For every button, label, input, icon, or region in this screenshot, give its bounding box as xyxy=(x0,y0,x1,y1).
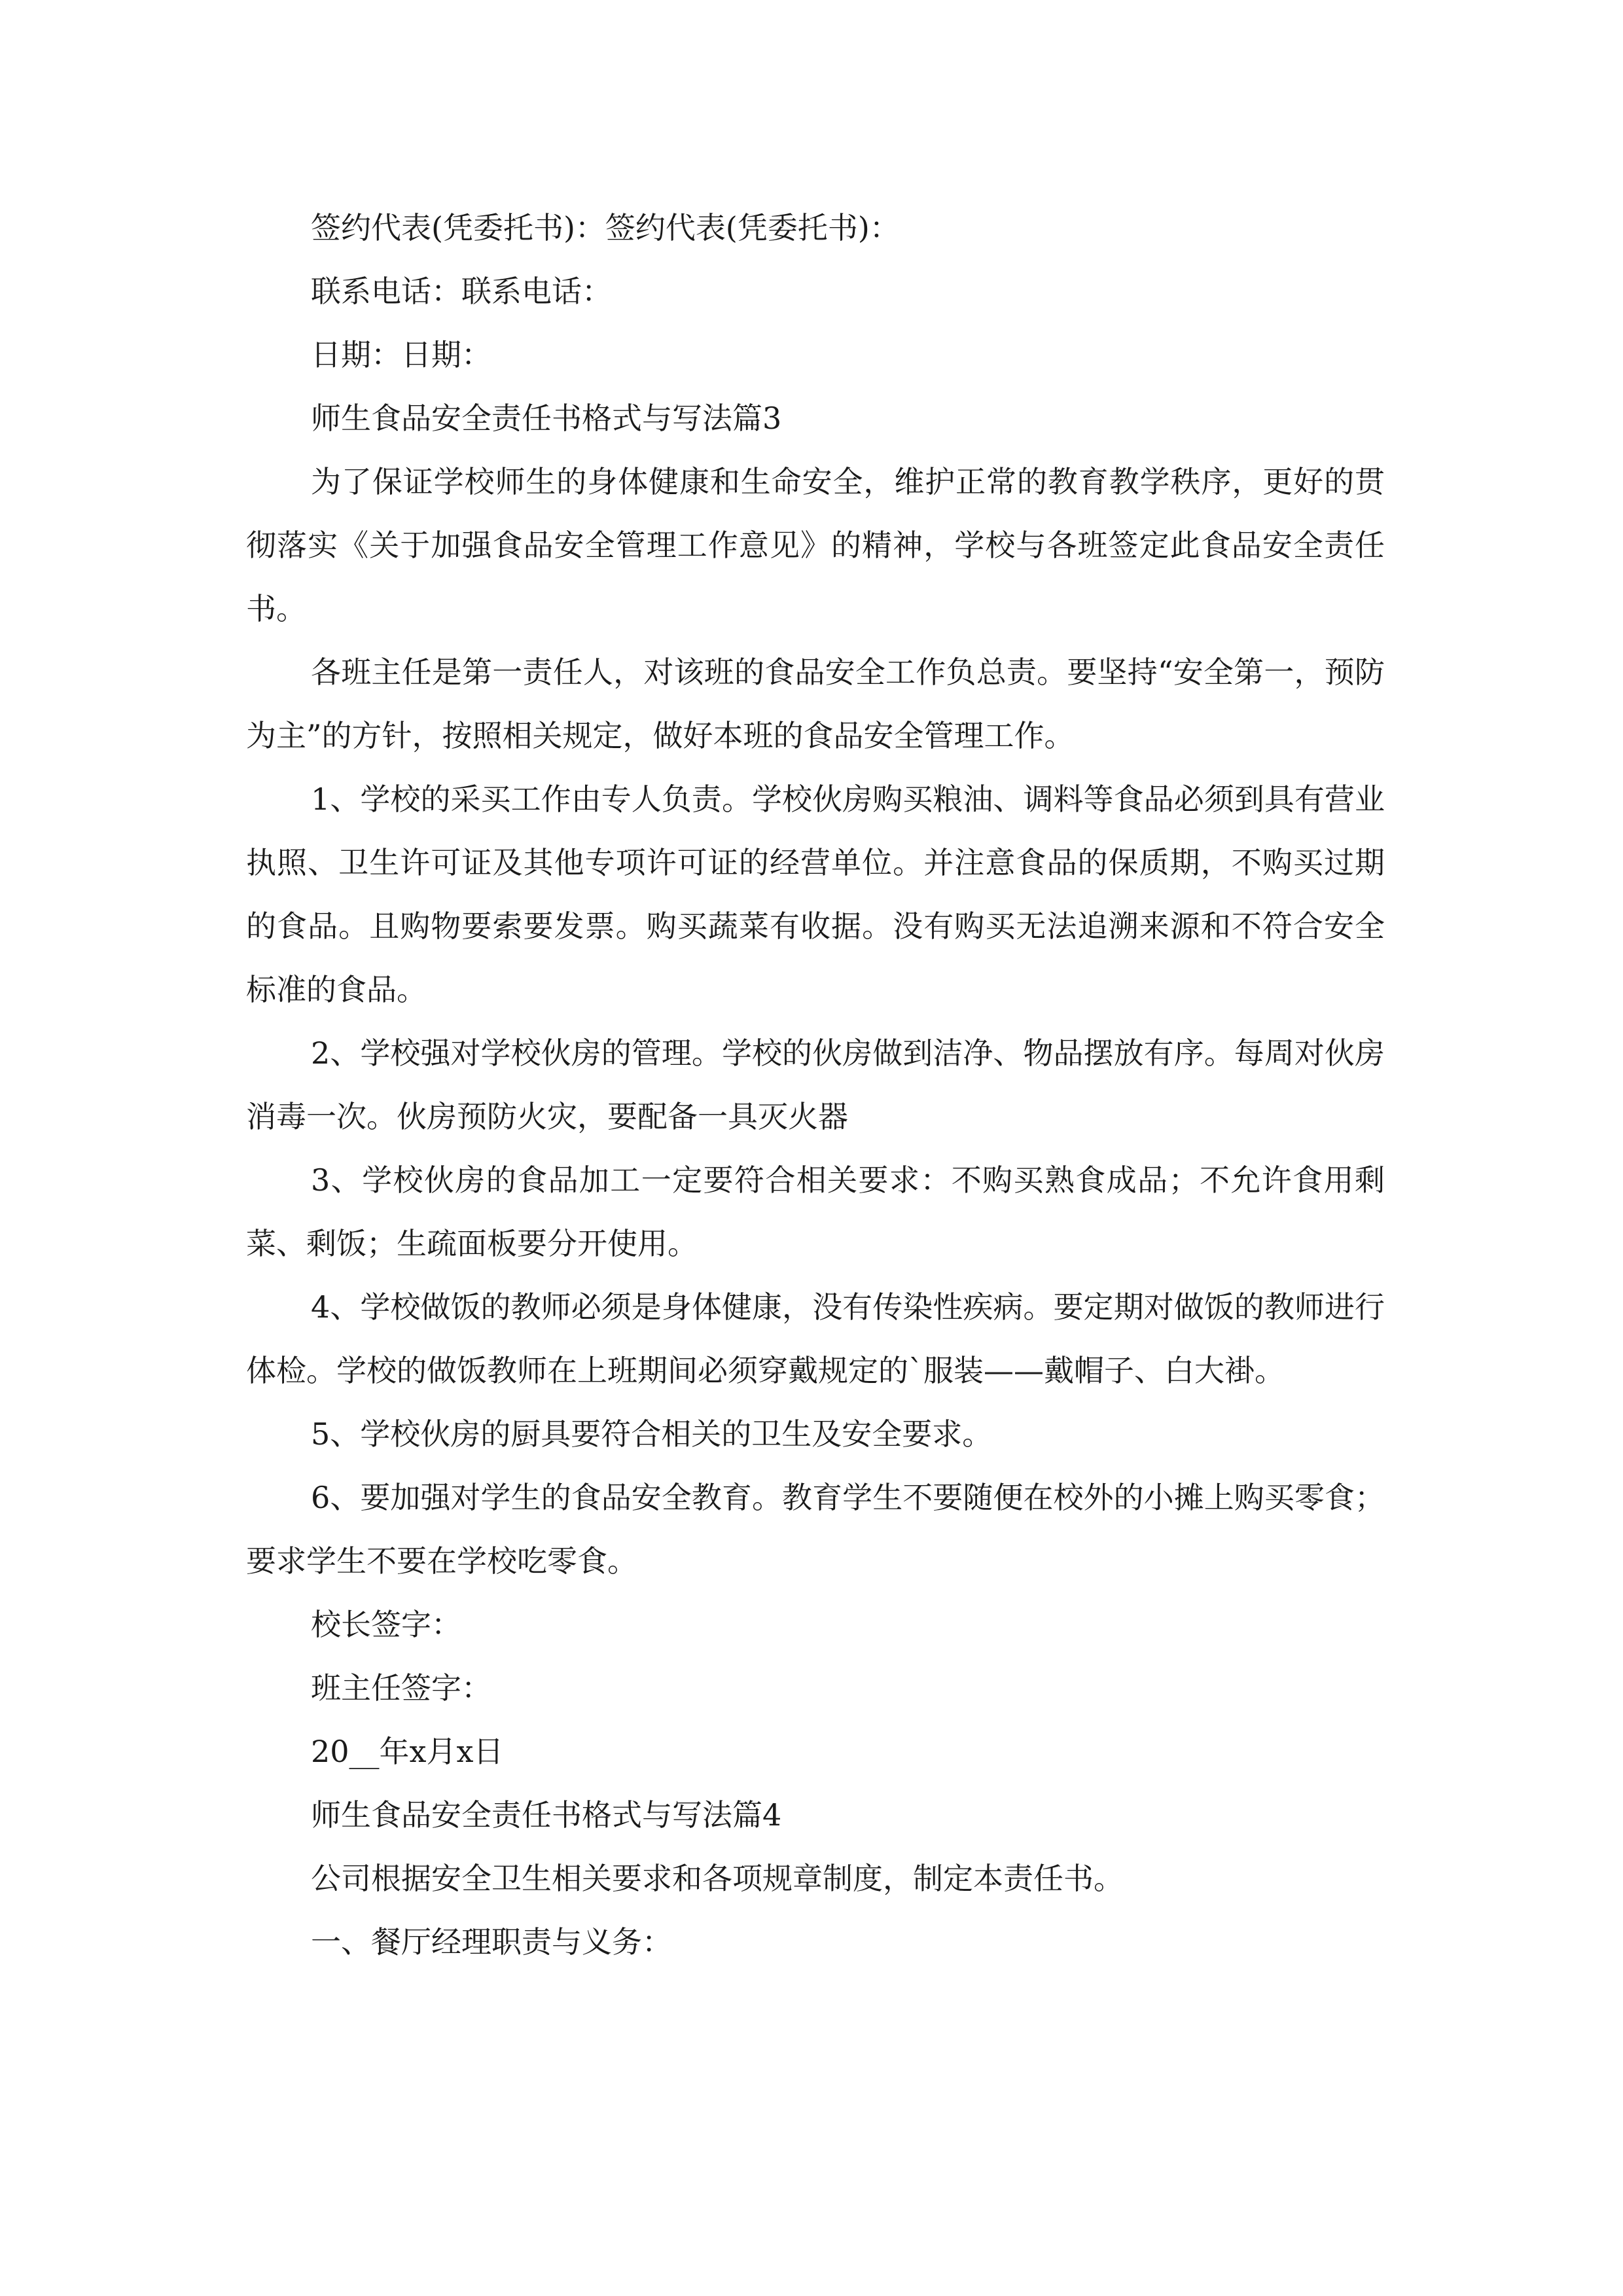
teacher-signature-line: 班主任签字： xyxy=(311,1670,491,1706)
paragraph-contact-phone: 联系电话：联系电话： xyxy=(311,274,612,309)
list-item-1: 1、学校的采买工作由专人负责。学校伙房购买粮油、调料等食品必须到具有营业执照、卫生许可证及其他专项许可证的经营单位。并注意食品的保质期，不购买过期的食品。且购物要索要发票。购买蔬菜有收据。没有购买无法追溯来源和不符合安全标准的食品。 xyxy=(246,781,1385,1007)
subheading-restaurant-manager: 一、餐厅经理职责与义务： xyxy=(311,1924,672,1960)
list-item-5: 5、学校伙房的厨具要符合相关的卫生及安全要求。 xyxy=(311,1416,993,1452)
paragraph-responsibility: 各班主任是第一责任人，对该班的食品安全工作负总责。要坚持“安全第一，预防为主”的方针，按照相关规定，做好本班的食品安全管理工作。 xyxy=(246,655,1385,753)
document-body xyxy=(246,196,1385,1974)
list-item-3: 3、学校伙房的食品加工一定要符合相关要求：不购买熟食成品；不允许食用剩菜、剩饭；生疏面板要分开使用。 xyxy=(246,1162,1385,1261)
paragraph-company-intro: 公司根据安全卫生相关要求和各项规章制度，制定本责任书。 xyxy=(311,1861,1124,1896)
paragraph-signing-representative: 签约代表(凭委托书)：签约代表(凭委托书)： xyxy=(311,210,900,245)
paragraph-date: 日期：日期： xyxy=(311,337,491,372)
date-line: 20__年x月x日 xyxy=(311,1734,504,1769)
list-item-2: 2、学校强对学校伙房的管理。学校的伙房做到洁净、物品摆放有序。每周对伙房消毒一次。伙房预防火灾，要配备一具灭火器 xyxy=(246,1035,1385,1134)
section-heading-3: 师生食品安全责任书格式与写法篇3 xyxy=(311,401,782,436)
list-item-6: 6、要加强对学生的食品安全教育。教育学生不要随便在校外的小摊上购买零食；要求学生不要在学校吃零食。 xyxy=(246,1480,1385,1579)
section-heading-4: 师生食品安全责任书格式与写法篇4 xyxy=(311,1797,782,1833)
paragraph-purpose: 为了保证学校师生的身体健康和生命安全，维护正常的教育教学秩序，更好的贯彻落实《关于加强食品安全管理工作意见》的精神，学校与各班签定此食品安全责任书。 xyxy=(246,464,1385,626)
principal-signature-line: 校长签字： xyxy=(311,1607,461,1642)
list-item-4: 4、学校做饭的教师必须是身体健康，没有传染性疾病。要定期对做饭的教师进行体检。学校的做饭教师在上班期间必须穿戴规定的`服装——戴帽子、白大褂。 xyxy=(246,1289,1385,1388)
